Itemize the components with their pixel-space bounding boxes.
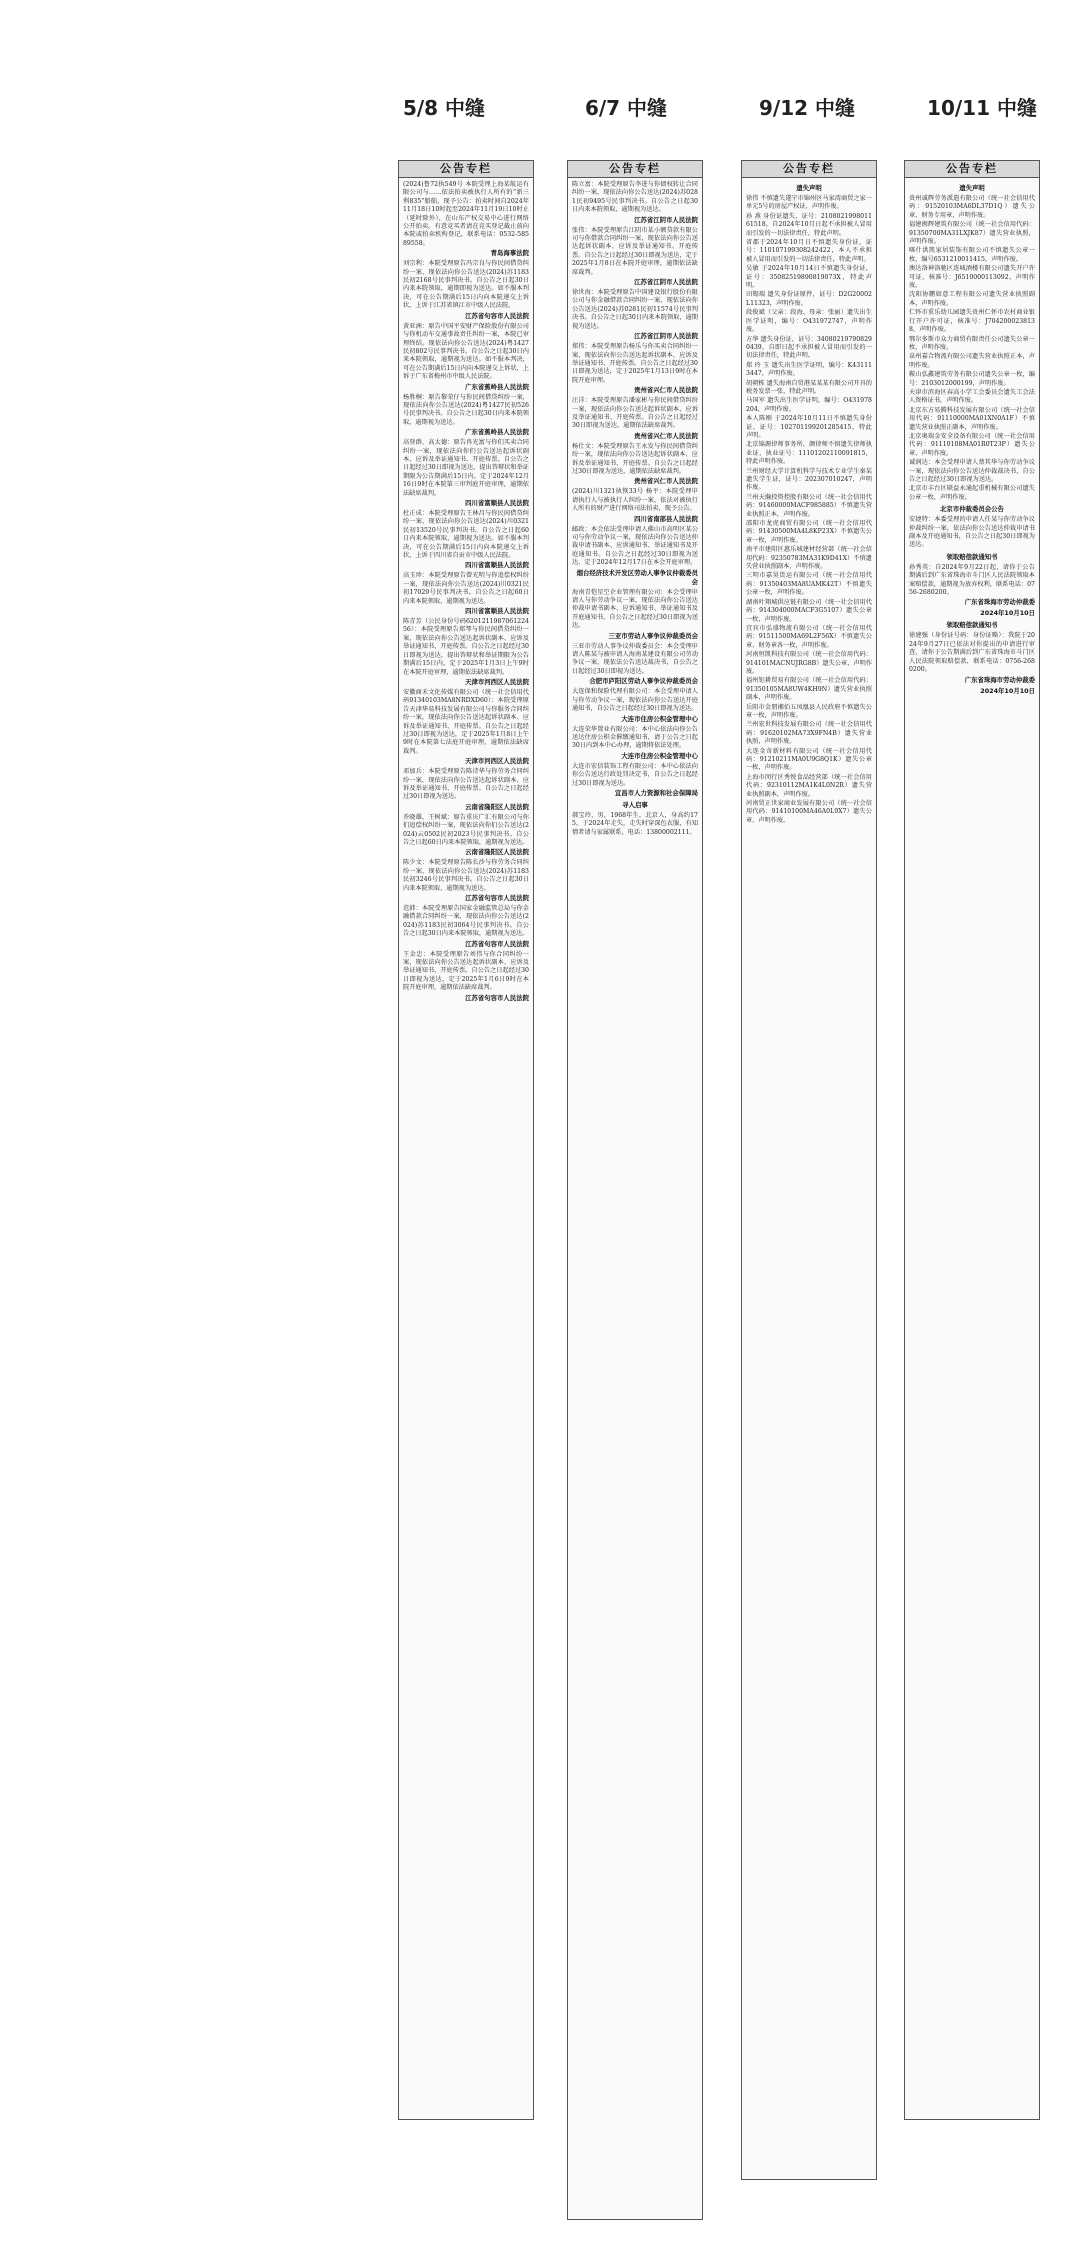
notice-signature: 云南省隆阳区人民法院 [465, 802, 529, 811]
notice-signature: 四川省富顺县人民法院 [465, 607, 529, 616]
notice-signature: 云南省隆阳区人民法院 [465, 848, 529, 857]
notice-entry: 陈青芳（公民身份号码620121198706122456）：本院受理原告郑琴与你民间借贷纠纷一案，现依法向你公告送达起诉状副本、应诉及举证通知书、开庭传票。自公告之日起经过30日即视为送达，提出答辩状和举证期限为公告期满后15日内，定于2025年1月3日上午9时在本院开庭审理，逾期依法缺席裁判。 [403, 618, 529, 676]
notice-entry: (2024)鲁72执549号 本院受理上海某航运有限公司与……依法拍卖被执行人所有的“新三利835”船舶，现予公告：拍卖时间自2024年11月18日10时起至2024年11月19日10时止（延时除外），在山东产权交易中心进行网络公开拍卖。有意竞买者请在竞买登记截止前向本院或拍卖机构登记，联系电话：0532-58589558。 [403, 181, 529, 247]
notice-entry: 贵州诚辉劳务派遣有限公司（统一社会信用代码：91520103MA6DL37D1Q）遗失公章、财务专用章，声明作废。 [909, 195, 1035, 219]
notice-entry: 田锡瑞 遗失身份证原件，证号：D2G20002L11323，声明作废。 [746, 291, 872, 307]
notice-entry: 吴敏 于2024年10月14日不慎遗失身份证，证号：35082519890819073X，特此声明。 [746, 265, 872, 290]
notice-entry: 大连市宏信装饰工程有限公司：本中心依法向你公告送达行政处罚决定书，自公告之日起经过30日即视为送达。 [572, 762, 698, 787]
notice-entry: 黄亚洲：原告中国平安财产保险股份有限公司与你机动车交通事故责任纠纷一案，本院已审理终结。现依法向你公告送达(2024)粤1427民初802号民事判决书。自公告之日起30日内来本院领取，逾期视为送达。如不服本判决，可在公告期满后15日内向本院递交上诉状，上诉于广东省梅州市中级人民法院。 [403, 322, 529, 381]
notice-entry: 方华 遗失身份证，证号：340802197908290439，自即日起不承担被人冒用而引发的一切法律责任，特此声明。 [746, 335, 872, 360]
section-heading: 领取赔偿款通知书 [946, 552, 998, 561]
notice-entry: 徐建强（身份证号码：身份证略）：我院于2024年9月27日已依法对你提出的申请进行审查，请你于公告期满后到广东省珠海市斗门区人民法院领取赔偿款，联系电话：0756-2680200。 [909, 632, 1035, 674]
notice-entry: 澳达洛神洛驰区连城酒楼有限公司遗失开户许可证，核准号：J6510000113092，声明作废。 [909, 265, 1035, 290]
notice-entry: 天津市滨海区春高小学工会委员会遗失工会法人资格证书，声明作废。 [909, 388, 1035, 405]
notice-signature: 广东省珠海市劳动仲裁委 [964, 675, 1035, 684]
notice-entry: 安徽商禾文化传媒有限公司（统一社会信用代码91340103MA8NRDXD60）：本院受理原告天津华易科技发展有限公司与你服务合同纠纷一案，现依法向你公告送达起诉状副本、应诉及举证通知书、开庭传票。自公告之日起经过30日即视为送达，定于2025年1月8日上午9时在本院第七法庭开庭审理，逾期依法缺席裁判。 [403, 688, 529, 755]
page-label-5-8: 5/8 中缝 [402, 96, 486, 120]
section-heading: 领取赔偿款通知书 [946, 621, 998, 630]
notice-entry: (2024)川1321执恢33号 杨平：本院受理申请执行人与被执行人纠纷一案，依法对被执行人所有的财产进行网络司法拍卖，现予公告。 [572, 488, 698, 513]
notice-entry: 刘宗利：本院受理原告冯宗良与你民间借贷纠纷一案，现依法向你公告送达(2024)苏1183民初2168号民事判决书。自公告之日起30日内来本院领取，逾期即视为送达。如不服本判决，可在公告期满后15日内向本院递交上诉状，上诉于江苏省镇江市中级人民法院。 [403, 260, 529, 310]
notice-signature: 四川省富顺县人民法院 [465, 561, 529, 570]
notice-entry: 宜宾市弘盛物流有限公司（统一社会信用代码：91511500MA69L2F56X）不慎遗失公章、财务章各一枚，声明作废。 [746, 624, 872, 649]
column-header: 公告专栏 [905, 161, 1039, 178]
notice-signature: 大连市住房公积金管理中心 [621, 714, 698, 723]
notice-signature: 四川省富顺县人民法院 [465, 499, 529, 507]
notice-column-1 [398, 160, 534, 2120]
notice-entry: 兰州天瀚投资控股有限公司（统一社会信用代码：91460000MACF985885）不慎遗失营业执照正本，声明作废。 [746, 493, 872, 518]
notice-entry: 省郡于2024年10月日不慎遗失身份证，证号：110107199308242422，本人不承担被人冒用而引发的一切法律责任，特此声明。 [746, 239, 872, 263]
notice-entry: 福州钜耕贸易有限公司（统一社会信用代码：91350105MA8UW4KH9N）遗失营业执照副本，声明作废。 [746, 677, 872, 702]
notice-entry: 湖南叶翔城供应链有限公司（统一社会信用代码：914304000MACF3G5107）遗失公章一枚，声明作废。 [746, 598, 872, 623]
notice-signature: 青岛海事法院 [490, 249, 529, 258]
notice-entry: 徐世海：本院受理原告中国建设银行股份有限公司与你金融借款合同纠纷一案，现依法向你公告送达(2024)苏0281民初11574号民事判决书。自公告之日起30日内来本院领取，逾期视为送达。 [572, 289, 698, 330]
notice-entry: 鞍山弘鑫建筑劳务有限公司遗失公章一枚，编号：2103012000199，声明作废。 [909, 371, 1035, 387]
notice-signature: 天津市河西区人民法院 [465, 757, 529, 766]
notice-entry: 杨仕文：本院受理原告王永发与你民间借贷纠纷一案，现依法向你公告送达起诉状副本、应诉及举证通知书、开庭传票。自公告之日起经过30日即视为送达，逾期依法缺席裁判。 [572, 442, 698, 475]
column-body [399, 178, 533, 1008]
notice-signature: 广东省蕉岭县人民法院 [465, 428, 529, 437]
notice-entry: 邓加兵：本院受理原告陈诗华与你劳务合同纠纷一案，现依法向你公告送达起诉状副本、应诉及举证通知书、开庭传票。自公告之日起经过30日即视为送达。 [403, 768, 529, 801]
notice-entry: 杜正成：本院受理原告王林昌与你民间借贷纠纷一案，现依法向你公告送达(2024)川0321民初13520号民事判决书。自公告之日起60日内来本院领取，逾期视为送达。如不服本判决，可在公告期满后15日内向本院递交上诉状，上诉于四川省自贡市中级人民法院。 [403, 510, 529, 560]
notice-signature: 合肥市庐阳区劳动人事争议仲裁委员会 [589, 677, 698, 686]
notice-entry: 范韩：本院受理原告国家金融监管总局与你金融借款合同纠纷一案，现依法向你公告送达(2024)苏1183民初3064号民事判决书。自公告之日起30日内来本院领取，逾期视为送达。 [403, 905, 529, 938]
notice-signature: 2024年10月10日 [980, 686, 1035, 695]
notice-entry: 胡朝栋 遗失海南自贸港某某某有限公司开具的税务发票一张，特此声明。 [746, 379, 872, 395]
section-heading: 寻人启事 [622, 800, 648, 809]
notice-entry: 马国军 遗失出生医学证明，编号：O431978204，声明作废。 [746, 397, 872, 413]
notice-entry: 乔晓雄、王树斌：原告重庆广汇有限公司与你们追偿权纠纷一案，现依法向你们公告送达(2024)云0502民初2023号民事判决书。自公告之日起60日内来本院领取，逾期视为送达。 [403, 813, 529, 846]
notice-column-4 [904, 160, 1040, 2120]
notice-entry: 北京市丰台区联益永通起重机械有限公司遗失公章一枚，声明作废。 [909, 485, 1035, 501]
notice-entry: 郑 玲 玉 遗失出生医学证明，编号：K431113447，声明作废。 [746, 361, 872, 378]
notice-entry: 三亚市劳动人事争议仲裁委员会：本会受理申请人陈某与被申请人海南某建设有限公司劳动争议一案，现依法公告送达裁决书，自公告之日起经过30日即视为送达。 [572, 642, 698, 675]
notice-column-2 [567, 160, 703, 2220]
notice-entry: 张伟：本院受理原告江阴市某小额贷款有限公司与你借款合同纠纷一案，现依法向你公告送达起诉状副本、应诉及举证通知书、开庭传票。自公告之日起经过30日即视为送达，定于2025年1月8日在本院开庭审理，逾期依法缺席裁判。 [572, 226, 698, 276]
notice-entry: 邵阳市龙虎商贸有限公司（统一社会信用代码：91430500MA4L8KP23X）不慎遗失公章一枚，声明作废。 [746, 520, 872, 544]
notice-entry: 南平市建阳区惠乐城建材经营部（统一社会信用代码：92350783MA31K9D41X）不慎遗失营业执照副本，声明作废。 [746, 546, 872, 571]
notice-entry: 本人陈刚 于2024年10月11日不慎遗失身份证，证号：102701199201285415，特此声明。 [746, 415, 872, 439]
notice-signature: 四川省南部县人民法院 [634, 514, 698, 523]
notice-entry: 安捷特：本委受理的申请人任某与你劳动争议仲裁纠纷一案，依法向你公告送达仲裁申请书副本及开庭通知书，自公告之日起30日即视为送达。 [909, 516, 1035, 549]
column-header: 公告专栏 [742, 161, 876, 178]
column-body [568, 178, 702, 841]
section-heading: 遗失声明 [796, 184, 822, 192]
page-label-9-12: 9/12 中缝 [758, 96, 855, 120]
notice-signature: 江苏省句容市人民法院 [465, 311, 529, 320]
notice-signature: 烟台经济技术开发区劳动人事争议仲裁委员会 [576, 568, 698, 586]
notice-entry: 王金忠：本院受理原告刘伟与你合同纠纷一案，现依法向你公告送达起诉状副本、应诉及举证通知书、开庭传票。自公告之日起经过30日即视为送达，定于2025年1月6日9时在本院开庭审理，逾期依法缺席裁判。 [403, 950, 529, 992]
section-heading: 北京市仲裁委员会公告 [940, 505, 1004, 514]
column-header: 公告专栏 [568, 161, 702, 178]
notice-entry: 陈少文：本院受理原告陈长沙与你劳务合同纠纷一案，现依法向你公告送达(2024)苏1183民初3246号民事判决书。自公告之日起30日内来本院领取，逾期视为送达。 [403, 859, 529, 892]
notice-entry: 北京锦源律师事务所、颜律师不慎遗失律师执业证，执业证号：11101202110091815，特此声明作废。 [746, 441, 872, 466]
notice-signature: 广东省珠海市劳动仲裁委 [964, 598, 1035, 607]
notice-entry: 北京东方易腾科技发展有限公司（统一社会信用代码：91110000MA01XN0A1F）不慎遗失营业执照正副本，声明作废。 [909, 406, 1035, 431]
notice-entry: 仁怀市重乐幼儿园遗失贵州仁怀市农村商业银行开户许可证，核准号：J7042000238138，声明作废。 [909, 309, 1035, 334]
page-label-6-7: 6/7 中缝 [584, 96, 668, 120]
notice-entry: 诚润达：本会受理申请人蔡其华与你劳动争议一案，现依法向你公告送达仲裁裁决书，自公告之日起经过30日即视为送达。 [909, 459, 1035, 483]
notice-signature: 宜昌市人力资源和社会保障局 [614, 788, 698, 797]
notice-entry: 岳阳市金朋湘佰五凤凰县人民政府不慎遗失公章一枚，声明作废。 [746, 703, 872, 719]
notice-entry: 北京奥瑞金安全设备有限公司（统一社会信用代码：91110108MA01R0T23P）遗失公章，声明作废。 [909, 432, 1035, 457]
notice-entry: 海南青恺星空企业管理有限公司：本会受理申请人与你劳动争议一案，现依法向你公告送达仲裁申请书副本、应诉通知书、举证通知书及开庭通知书，自公告之日起经过30日即视为送达。 [572, 588, 698, 630]
section-heading: 遗失声明 [959, 184, 985, 192]
notice-entry: 大连金奇新材料有限公司（统一社会信用代码：91210211MA0U9G8Q1K）遗失公章一枚，声明作废。 [746, 747, 872, 772]
notice-entry: 河南贸正世家商业发展有限公司（统一社会信用代码：91410100MA46A0L9X7）遗失公章，声明作废。 [746, 800, 872, 824]
notice-signature: 天津市河西区人民法院 [465, 677, 529, 686]
notice-signature: 江苏省句容市人民法院 [465, 993, 529, 1002]
notice-entry: 兰州宏世科技发展有限公司（统一社会信用代码：91620102MA73X9FN4B）遗失营业执照，声明作废。 [746, 721, 872, 746]
notice-entry: 鄂尔多斯市众力商贸有限责任公司遗失公章一枚，声明作废。 [909, 335, 1035, 351]
notice-entry: 汪洋：本院受理原告潘家彬与你民间借贷纠纷一案，现依法向你公告送达起诉状副本、应诉及举证通知书、开庭传票。自公告之日起经过30日即视为送达，逾期依法缺席裁判。 [572, 397, 698, 430]
notice-entry: 泉州嘉合物流有限公司遗失营业执照正本，声明作废。 [909, 353, 1035, 369]
notice-signature: 贵州省兴仁市人民法院 [634, 431, 698, 440]
notice-signature: 大连市住房公积金管理中心 [621, 751, 698, 760]
notice-entry: 喀什洪凯家居装饰有限公司不慎遗失公章一枚，编号6531210011415，声明作废。 [909, 247, 1035, 263]
notice-entry: 福建闽辉建筑有限公司（统一社会信用代码：91350700MA31LXJK87）遗失营业执照，声明作废。 [909, 221, 1035, 246]
notice-entry: 陈立富：本院受理原告李进与你债权转让合同纠纷一案，现依法向你公告送达(2024)苏0281民初9495号民事判决书。自公告之日起30日内来本院领取，逾期视为送达。 [572, 181, 698, 214]
notice-entry: 上海市闵行区秀悦食品经营部（统一社会信用代码：92310112MA1K4L0N2R）遗失营业执照副本，声明作废。 [746, 773, 872, 798]
notice-signature: 江苏省江阴市人民法院 [634, 215, 698, 224]
notice-signature: 贵州省兴仁市人民法院 [634, 386, 698, 395]
notice-entry: 大连保和保险代理有限公司：本会受理申请人与你劳动争议一案，现依法向你公告送达开庭通知书，自公告之日起经过30日即视为送达。 [572, 688, 698, 713]
notice-entry: 高玉珍：本院受理原告曾光明与你追偿权纠纷一案，现依法向你公告送达(2024)川0321民初17029号民事判决书。自公告之日起60日内来本院领取，逾期视为送达。 [403, 572, 529, 605]
notice-entry: 杨胜桐：原告黎荣仔与你民间借贷纠纷一案，现依法向你公告送达(2024)粤1427民初526号民事判决书。自公告之日起30日内来本院领取，逾期视为送达。 [403, 393, 529, 426]
page-label-10-11: 10/11 中缝 [927, 96, 1037, 120]
column-body [905, 178, 1039, 701]
notice-signature: 三亚市劳动人事争议仲裁委员会 [608, 631, 698, 640]
notice-signature: 广东省蕉岭县人民法院 [465, 382, 529, 391]
notice-entry: 高登群、高太德：原告冉光富与你们买卖合同纠纷一案，现依法向你们公告送达起诉状副本、应诉及举证通知书、开庭传票。自公告之日起经过30日即视为送达，提出答辩状和举证期限为公告期满后15日内，定于2024年12月16日9时在本院第三审判庭开庭审理，逾期依法缺席裁判。 [403, 439, 529, 497]
notice-signature: 江苏省江阴市人民法院 [634, 278, 698, 287]
notice-signature: 江苏省句容市人民法院 [465, 894, 529, 903]
notice-entry: 郑伟：本院受理原告杨乐与你买卖合同纠纷一案，现依法向你公告送达起诉状副本、应诉及举证通知书、开庭传票。自公告之日起经过30日即视为送达，定于2025年1月13日9时在本院开庭审理。 [572, 343, 698, 384]
notice-signature: 江苏省江阴市人民法院 [634, 332, 698, 341]
notice-entry: 兰州财经大学计算机科学与技术专业学生秦某遗失学生证，证号：202307010247，声明作废。 [746, 467, 872, 492]
notice-signature: 贵州省兴仁市人民法院 [634, 477, 698, 486]
notice-entry: 段俊斌（父亲：段海、母亲：张丽）遗失出生医学证明，编号：O431972747，声明作废。 [746, 309, 872, 334]
notice-entry: 邮政：本会依法受理申请人佛山市高明区某公司与你劳动争议一案，现依法向你公告送达仲裁申请书副本、应诉通知书、举证通知书及开庭通知书。自公告之日起经过30日即视为送达，定于2024年12月17日在本会开庭审理。 [572, 525, 698, 567]
notice-entry: 徐伟 不慎遗失遂宁市锦州区马家湾商贸之家一单元5号的房屋产权证，声明作废。 [746, 195, 872, 211]
notice-entry: 郝宝玲，男，1968年生，北京人，身高约175，于2024年走失，走失时穿深色衣服，有知情者请与家属联系，电话：13800002111。 [572, 811, 698, 836]
notice-entry: 大连荣华置业有限公司：本中心依法向你公告送达住房公积金催缴通知书，请于公告之日起30日内到本中心办理，逾期将依法处理。 [572, 725, 698, 750]
notice-column-3 [741, 160, 877, 2180]
notice-entry: 三明市嘉昊货运有限公司（统一社会信用代码：91350403MA8UAMK42T）不慎遗失公章一枚，声明作废。 [746, 572, 872, 597]
notice-signature: 2024年10月10日 [980, 609, 1035, 618]
notice-entry: 孙秀英：自2024年9月22日起，请你于公告期满后到广东省珠海市斗门区人民法院领取本案赔偿款，逾期视为放弃权利，联系电话：0756-2680200。 [909, 563, 1035, 597]
column-body [742, 178, 876, 829]
notice-entry: 河南恒凯科技有限公司（统一社会信用代码：914101MACNUJRG8B）遗失公章，声明作废。 [746, 651, 872, 675]
notice-entry: 沈阳协鹏如意工程有限公司遗失营业执照副本，声明作废。 [909, 291, 1035, 307]
notice-entry: 孙 燕 身份证遗失，证号：210802199801161518，自2024年10月日起不承担被人冒用而引发的一切法律责任，特此声明。 [746, 212, 872, 237]
notice-signature: 江苏省句容市人民法院 [465, 939, 529, 948]
column-header: 公告专栏 [399, 161, 533, 178]
